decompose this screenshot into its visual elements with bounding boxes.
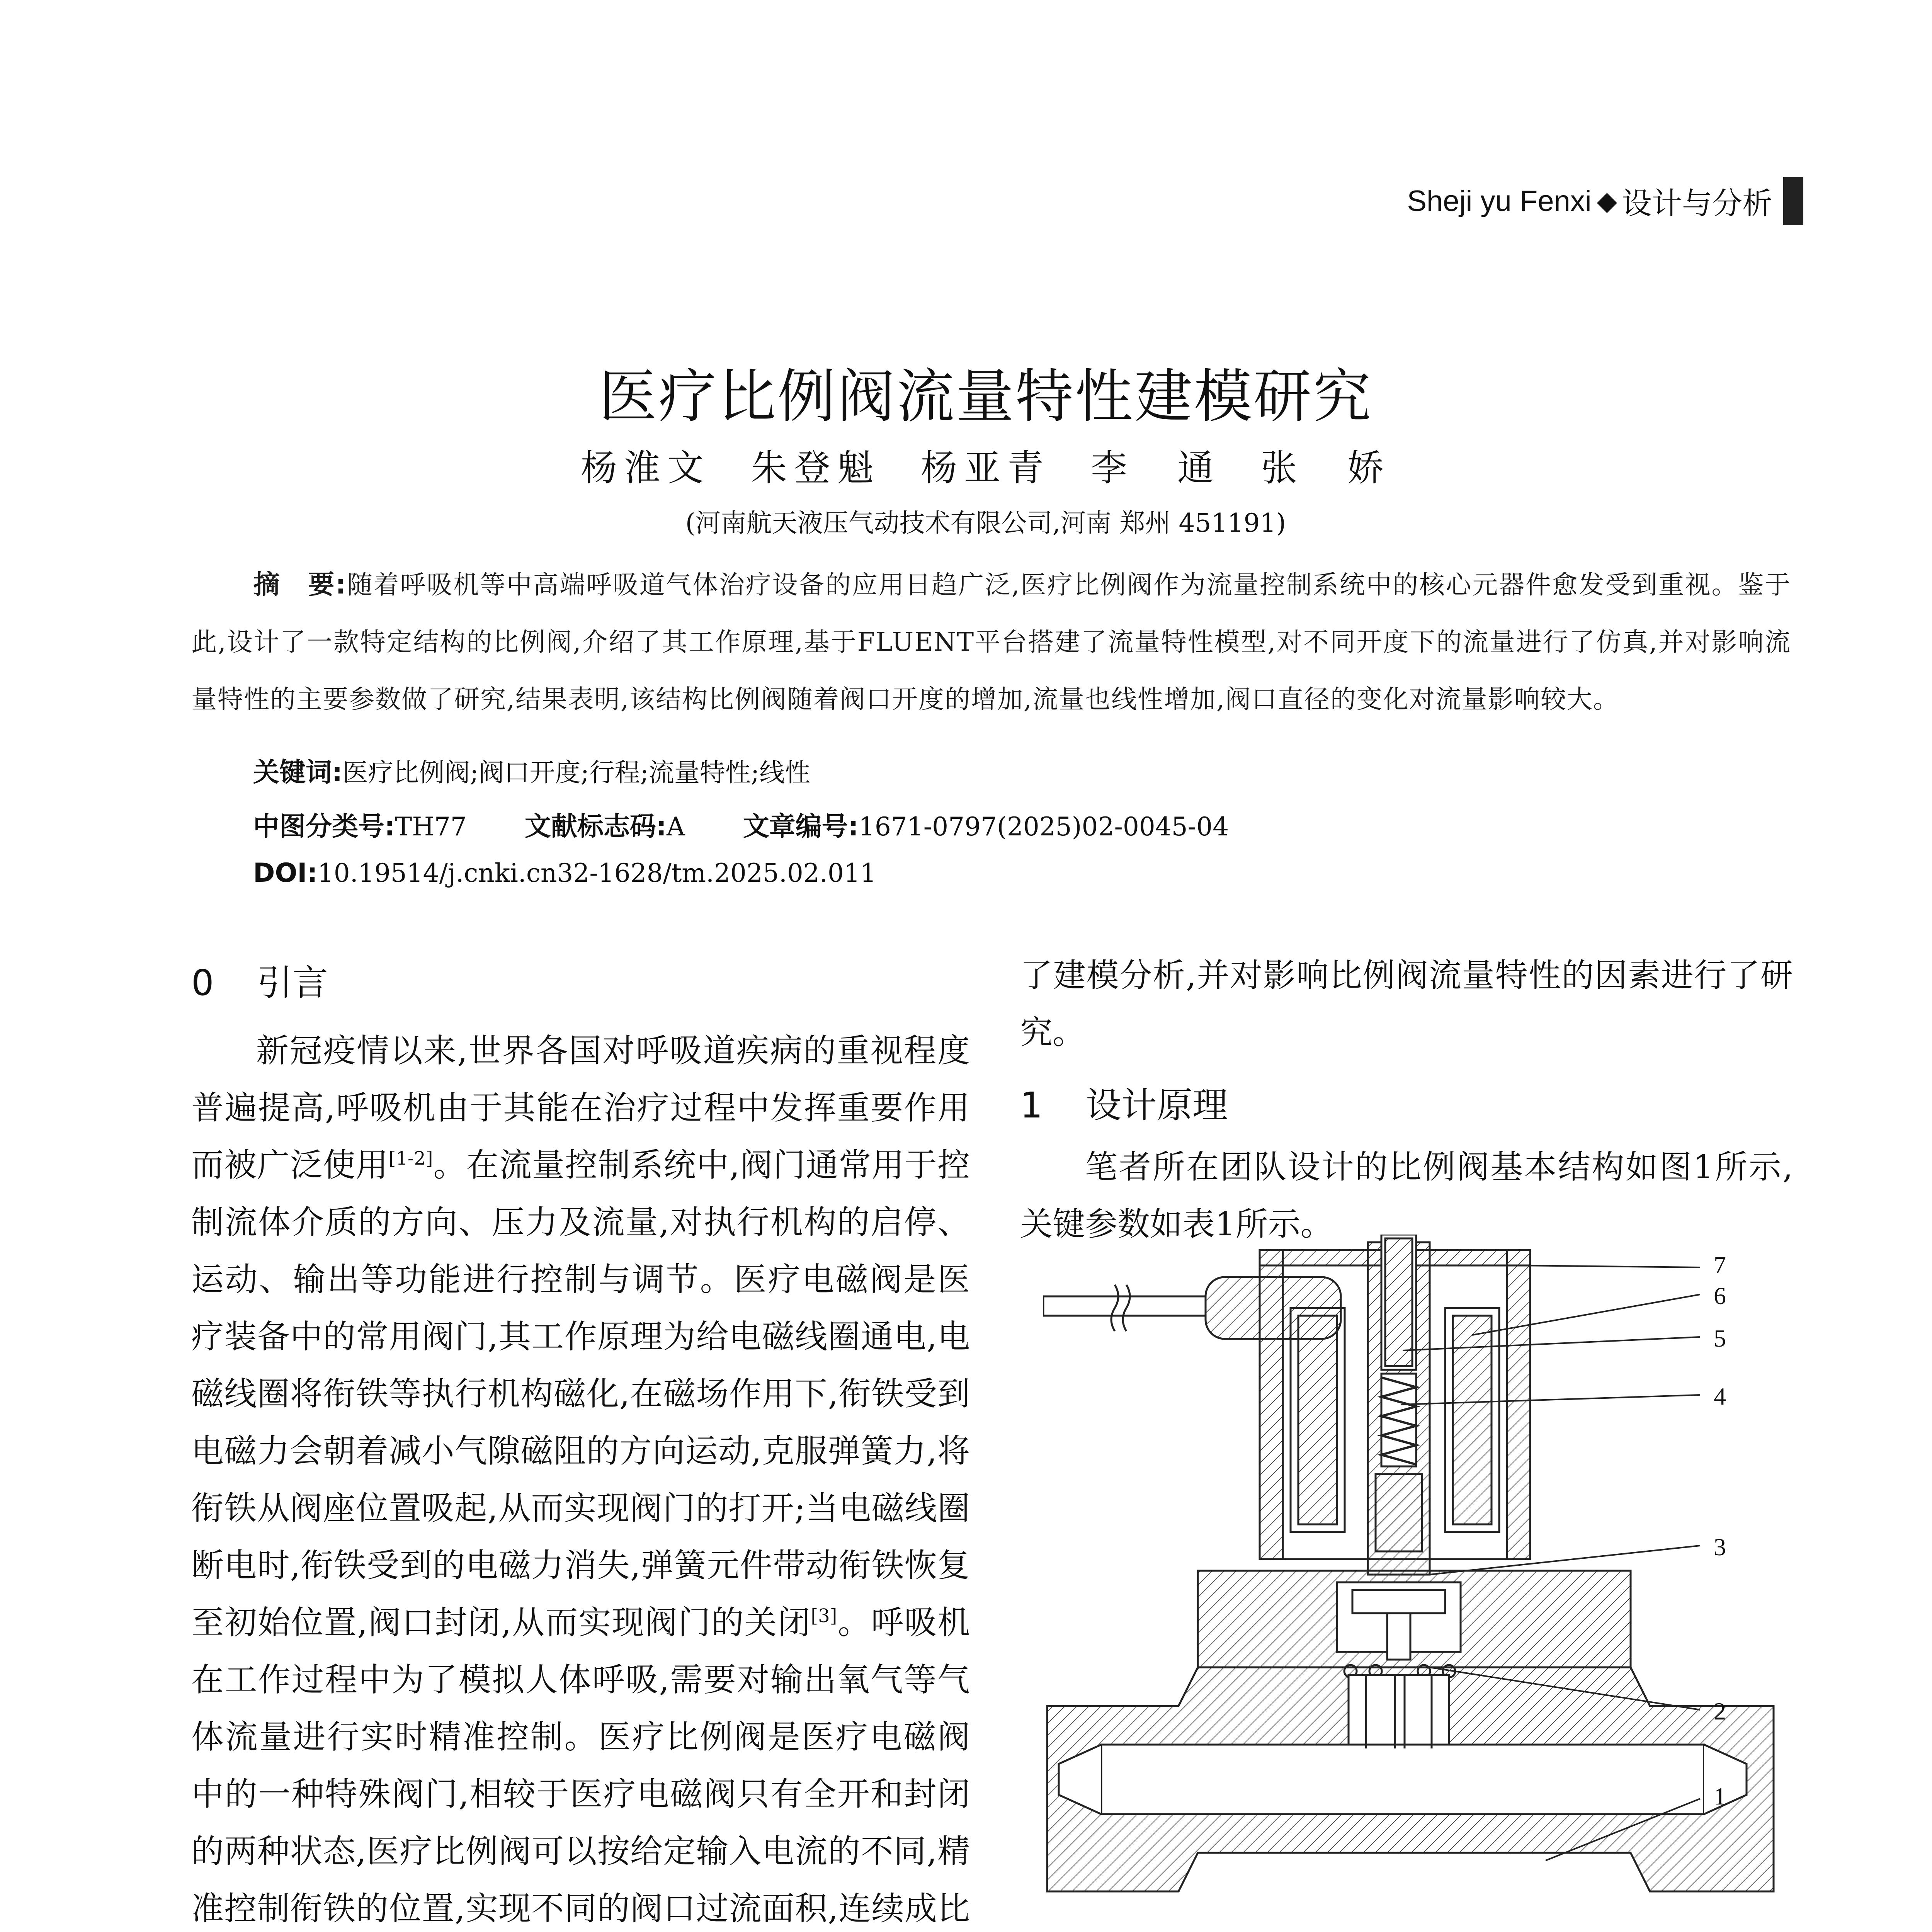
header-diamond-icon: ◆ bbox=[1597, 185, 1617, 216]
paragraph-continuation: 了建模分析,并对影响比例阀流量特性的因素进行了研究。 bbox=[1020, 956, 1793, 1051]
right-column-top bbox=[1020, 947, 1793, 1253]
abstract-text: 随着呼吸机等中高端呼吸道气体治疗设备的应用日趋广泛,医疗比例阀作为流量控制系统中的核心元器件愈发受到重视。鉴于此,设计了一款特定结构的比例阀,介绍了其工作原理,基于FLUENT平台搭建了流量特性模型,对不同开度下的流量进行了仿真,并对影响流量特性的主要参数做了研究,结果表明,该结构比例阀随着阀口开度的增加,流量也线性增加,阀口直径的变化对流量影响较大。 bbox=[191, 570, 1791, 714]
article-no-value: 1671-0797(2025)02-0045-04 bbox=[858, 812, 1229, 842]
keywords-text: 医疗比例阀;阀口开度;行程;流量特性;线性 bbox=[342, 758, 811, 787]
clc-value: TH77 bbox=[395, 812, 467, 842]
paper-title: 医疗比例阀流量特性建模研究 bbox=[599, 363, 1372, 430]
keywords-label: 关键词: bbox=[253, 757, 343, 788]
part-label: 3 bbox=[1714, 1533, 1726, 1561]
author-name: 杨亚青 bbox=[920, 447, 1051, 489]
author-list bbox=[0, 439, 1932, 491]
part-label: 2 bbox=[1714, 1697, 1726, 1725]
section-number: 1 bbox=[1020, 1085, 1043, 1126]
section-title: 引言 bbox=[257, 962, 328, 1003]
figure-1 bbox=[1043, 1235, 1777, 1922]
doc-code-value: A bbox=[666, 812, 685, 842]
part-label: 4 bbox=[1714, 1383, 1726, 1410]
author-name: 朱登魁 bbox=[750, 447, 881, 489]
section-0-heading bbox=[191, 954, 970, 1022]
doi-line bbox=[253, 858, 876, 888]
article-no-label: 文章编号: bbox=[743, 811, 859, 842]
paragraph: 笔者所在团队设计的比例阀基本结构如图1所示,关键参数如表1所示。 bbox=[1020, 1148, 1793, 1243]
abstract bbox=[191, 556, 1791, 728]
part-label: 5 bbox=[1714, 1325, 1726, 1352]
valve-structure-diagram bbox=[1043, 1235, 1777, 1922]
section-title: 设计原理 bbox=[1086, 1085, 1228, 1126]
header-section: 设计与分析 bbox=[1621, 186, 1772, 221]
header-pinyin: Sheji yu Fenxi bbox=[1407, 184, 1592, 218]
running-header bbox=[1407, 176, 1803, 226]
part-label: 7 bbox=[1714, 1251, 1726, 1279]
left-column bbox=[191, 954, 970, 1932]
author-name: 李 通 bbox=[1091, 447, 1221, 489]
header-bar bbox=[1783, 177, 1803, 225]
citation: [3] bbox=[811, 1605, 837, 1627]
paragraph: 新冠疫情以来,世界各国对呼吸道疾病的重视程度普遍提高,呼吸机由于其能在治疗过程中发挥重要作用而被广泛使用[1-2]。在流量控制系统中,阀门通常用于控制流体介质的方向、压力及流量,对执行机构的启停、运动、输出等功能进行控制与调节。医疗电磁阀是医疗装备中的常用阀门,其工作原理为给电磁线圈通电,电磁线圈将衔铁等执行机构磁化,在磁场作用下,衔铁受到电磁力会朝着减小气隙磁阻的方向运动,克服弹簧力,将衔铁从阀座位置吸起,从而实现阀门的打开;当电磁线圈断电时,衔铁受到的电磁力消失,弹簧元件带动衔铁恢复至初始位置,阀口封闭,从而实现阀门的关闭[3]。呼吸机在工作过程中为了模拟人体呼吸,需要对输出氧气等气体流量进行实时精准控制。医疗比例阀是医疗电磁阀中的一种特殊阀门,相较于医疗电磁阀只有全开和封闭的两种状态,医疗比例阀可以按给定输入电流的不同,精准控制衔铁的位置,实现不同的阀口过流面积,连续成比 bbox=[191, 1032, 970, 1927]
doi-label: DOI: bbox=[253, 858, 318, 888]
doi-value: 10.19514/j.cnki.cn32-1628/tm.2025.02.011 bbox=[317, 858, 876, 888]
clc-label: 中图分类号: bbox=[253, 811, 395, 842]
part-label: 6 bbox=[1714, 1282, 1726, 1310]
author-name: 张 娇 bbox=[1261, 447, 1391, 489]
author-name: 杨淮文 bbox=[580, 447, 711, 489]
section-number: 0 bbox=[191, 962, 214, 1003]
doc-code-label: 文献标志码: bbox=[524, 811, 667, 842]
affiliation: (河南航天液压气动技术有限公司,河南 郑州 451191) bbox=[685, 508, 1286, 538]
citation: [1-2] bbox=[388, 1148, 433, 1169]
section-1-heading bbox=[1020, 1077, 1793, 1138]
part-label: 1 bbox=[1714, 1782, 1726, 1810]
abstract-label: 摘 要: bbox=[253, 570, 347, 600]
classification-line bbox=[253, 806, 1229, 843]
keywords bbox=[253, 752, 810, 789]
